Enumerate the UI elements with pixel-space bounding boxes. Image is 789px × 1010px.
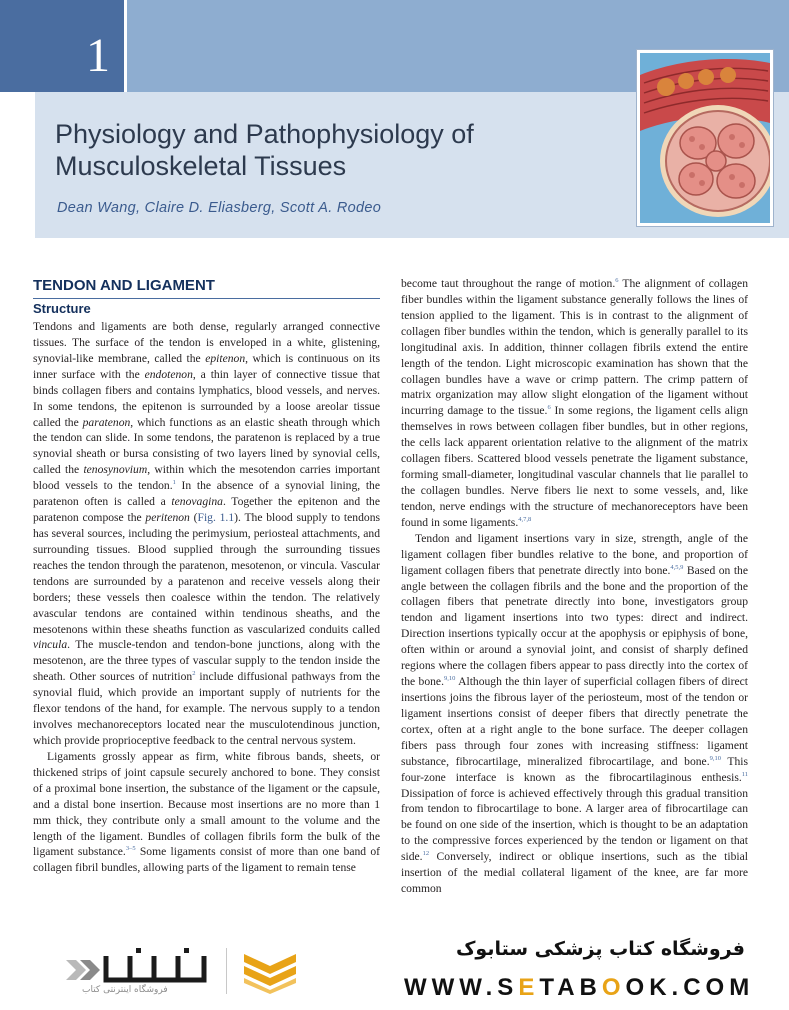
book-stack-icon [238, 950, 302, 994]
citation-ref[interactable]: 11 [741, 770, 748, 778]
italic-term: epitenon [205, 351, 246, 365]
url-part: OK.COM [625, 974, 755, 1001]
chapter-authors: Dean Wang, Claire D. Eliasberg, Scott A. Rodeo [57, 200, 382, 216]
chapter-number-box [0, 0, 127, 92]
body-paragraph: Tendons and ligaments are both dense, regularly arranged connective tissues. The surface of the tendon is enveloped in a white, glistening, synovial-like membrane, called the epitenon, which is continuous on its inner surface with the endotenon, a thin layer of connective tissue that binds collagen fibers and contains lymphatics, blood vessels, and nerves. In some tendons, the epitenon is surrounded by a loose areolar tissue called the paratenon, which functions as an elastic sheath through which the tendon can slide. In some tendons, the paratenon is replaced by a true synovial sheath or bursa consisting of two layers lined by synovial cells, called the tenosynovium, within which the mesotendon carries important blood vessels to the tendon.$^1$ In the absence of a synovial lining, the paratenon often is called a tenovagina. Together the epitenon and the paratenon compose the peritenon (Fig. 1.1). The blood supply to tendons has several sources, including the perimysium, periosteal attachments, and surrounding tissues. Blood supplied through the surrounding tissues reaches the tendon through the paratenon, mesotenon, or vincula. Vascular tendons are surrounded by a paratenon and receive vessels along their borders; these vessels then coalesce within the tendon. The relatively avascular tendons are contained within tendinous sheaths, and the mesotenons within these sheaths function as vascularized conduits called vincula. The muscle-tendon and tendon-bone junctions, along with the mesotenon, are the three types of vascular supply to the tendon inside the sheath. Other sources of nutrition$^2$ include diffusional pathways from the synovial fluid, which provide an important supply of nutrients for the flexor tendons of the hand, for example. The nervous supply to a tendon involves mechanoreceptors located near the musculotendinous junction, which provide proprioceptive feedback to the central nervous system. [33, 320, 381, 747]
italic-term: tenovagina [171, 495, 223, 509]
citation-ref[interactable]: 2 [192, 670, 196, 678]
tendon-cross-section-illustration [637, 50, 773, 226]
shop-url [404, 974, 755, 1002]
url-part: TAB [539, 974, 602, 1001]
citation-ref[interactable]: 9,10 [443, 675, 456, 683]
figure-ref-link[interactable]: Fig. 1.1 [197, 511, 235, 525]
body-paragraph: Tendon and ligament insertions vary in size, strength, angle of the ligament collagen fiber bundles relative to the bone, and proportion of ligament collagen fibers that penetrate directly into bone.$^{4,5,9}$ Based on the angle between the collagen fibrils and the bone and the proportion of the collagen fibers that penetrate directly into bone, investigators group tendon and ligament insertions into two types: direct and indirect. Direction insertions typically occur at the apophysis or epiphysis of bone, often within or around a synovial joint, and consist of sharply defined regions where the collagen fibers appear to pass directly into the cortex of the bone.$^{9,10}$ Although the thin layer of superficial collagen fibers of direct insertions joins the fibrous layer of the periosteum, most of the tendon or ligament insertions consist of deeper fibers that directly penetrate the cortex, often at a right angle to the bone surface. The deeper collagen fibers pass through four zones with increasing stiffness: ligament substance, fibrocartilage, mineralized fibrocartilage, and bone.$^{9,10}$ This four-zone interface is known as the fibrocartilaginous enthesis.$^{11}$ Dissipation of force is achieved effectively through this gradual transition from tendon to fibrocartilage to bone. A larger area of fibrocartilage can be found on one side of the insertion, which is thought to be an adaptation to the compressive forces experienced by the tendon or ligament on that side.$^{12}$ Conversely, indirect or oblique insertions, such as the tibial insertion of the medial collateral ligament of the knee, are far more common [401, 531, 748, 896]
citation-ref[interactable]: 1 [172, 479, 176, 487]
body-paragraph: Ligaments grossly appear as firm, white fibrous bands, sheets, or thickened strips of joint capsule securely anchored to bone. They consist of a proximal bone insertion, the substance of the ligament or the capsule, and a distal bone insertion. Because most insertions are no more than 1 mm thick, they contribute only a small amount to the volume and the length of the ligament. Bundles of collagen fibrils form the bulk of the ligament substance.$^{3-5}$ Some ligaments consist of more than one band of collagen fibril bundles, allowing parts of the ligament to remain tense [33, 749, 381, 875]
citation-ref[interactable]: 4,5,9 [670, 563, 684, 571]
italic-term: tenosynovium [83, 463, 148, 477]
italic-term: peritenon [145, 511, 190, 525]
citation-ref[interactable]: 6 [615, 277, 619, 285]
citation-ref[interactable]: 4,7,8 [518, 515, 532, 523]
citation-ref[interactable]: 3–5 [125, 845, 136, 853]
logo-tagline: فروشگاه اینترنتی کتاب [82, 985, 168, 995]
chapter-number: 1 [86, 29, 110, 82]
url-part: WWW.S [404, 974, 519, 1001]
right-body [401, 276, 748, 897]
subsection-heading: Structure [33, 301, 91, 316]
tendon-illustration-image [640, 53, 770, 223]
chapter-title: Physiology and Pathophysiology of Musculoskeletal Tissues [55, 119, 474, 181]
url-part-accent: O [601, 974, 626, 1001]
url-part-accent: E [518, 974, 540, 1001]
body-paragraph: become taut throughout the range of motion.$^6$ The alignment of collagen fiber bundles within the ligament substance generally follows the lines of tension applied to the ligament. This is in contrast to the alignment of collagen fiber bundles within the tendon, which is generally parallel to its longitudinal axis. In addition, thinner collagen fibrils extend the entire length of the tendon. Light microscopic examination has shown that the collagen bundles have a wave or crimp pattern. The crimp pattern of matrix organization may allow slight elongation of the ligament without incurring damage to the tissue.$^6$ In some regions, the ligament cells align themselves in rows between collagen fiber bundles, but in other regions, the cells lack apparent orientation relative to the alignment of the matrix collagen fibers. Scattered blood vessels penetrate the ligament substance, forming small-diameter, longitudinal vascular channels that lie parallel to the collagen bundles. Nerve fibers lie next to some vessels, and, like tendon, nerve endings with the structure of mechanoreceptors have been found in some ligaments.$^{4,7,8}$ [401, 277, 748, 529]
footer-separator [226, 948, 227, 994]
shop-name: فروشگاه کتاب پزشکی ستابوک [455, 938, 745, 960]
italic-term: paratenon [82, 415, 131, 429]
citation-ref[interactable]: 6 [547, 404, 551, 412]
citation-ref[interactable]: 9,10 [709, 754, 721, 762]
right-column [401, 276, 748, 897]
left-column [33, 268, 380, 876]
italic-term: vincula [33, 638, 68, 652]
section-heading: TENDON AND LIGAMENT [33, 268, 380, 299]
left-body [33, 319, 380, 876]
citation-ref[interactable]: 12 [422, 850, 430, 858]
italic-term: endotenon [144, 367, 193, 381]
